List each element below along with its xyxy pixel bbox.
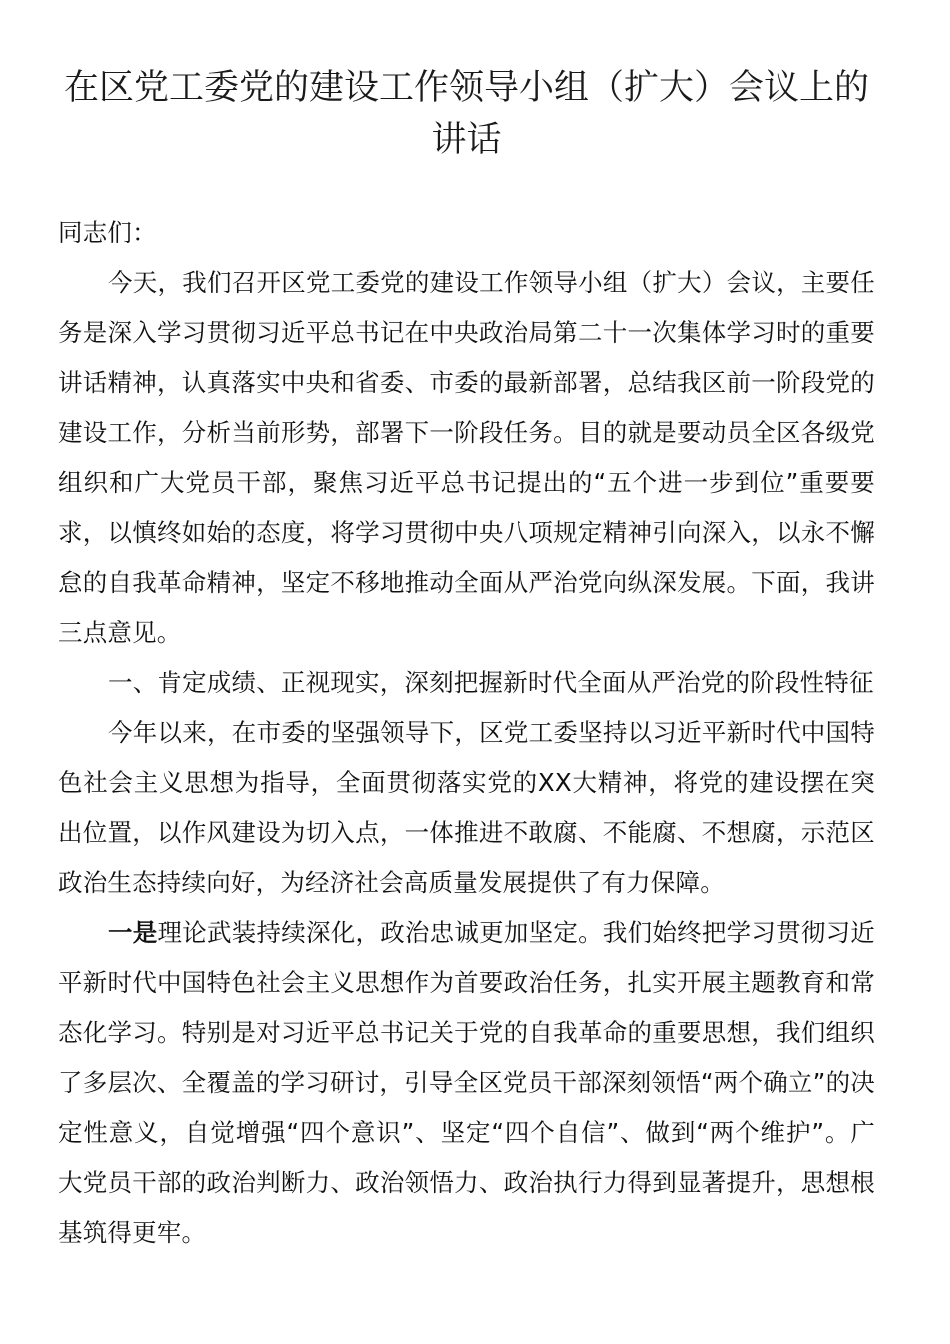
document-title: 在区党工委党的建设工作领导小组（扩大）会议上的讲话 [63,68,869,160]
paragraph-overview: 今年以来，在市委的坚强领导下，区党工委坚持以习近平新时代中国特色社会主义思想为指导，全面贯彻落实党的XX大精神，将党的建设摆在突出位置，以作风建设为切入点，一体推进不敢腐、不能腐、不想腐，示范区政治生态持续向好，为经济社会高质量发展提供了有力保障。 [58,718,875,897]
section-heading-1: 一、肯定成绩、正视现实，深刻把握新时代全面从严治党的阶段性特征 [108,668,874,697]
point-1-lead: 一是 [108,918,158,947]
paragraph-point-1 [58,908,875,1258]
paragraph-intro: 今天，我们召开区党工委党的建设工作领导小组（扩大）会议，主要任务是深入学习贯彻习近平总书记在中央政治局第二十一次集体学习时的重要讲话精神，认真落实中央和省委、市委的最新部署，总结我区前一阶段党的建设工作，分析当前形势，部署下一阶段任务。目的就是要动员全区各级党组织和广大党员干部，聚焦习近平总书记提出的“五个进一步到位”重要要求，以慎终如始的态度，将学习贯彻中央八项规定精神引向深入，以永不懈怠的自我革命精神，坚定不移地推动全面从严治党向纵深发展。下面，我讲三点意见。 [58,268,875,647]
point-1-text: 理论武装持续深化，政治忠诚更加坚定。我们始终把学习贯彻习近平新时代中国特色社会主义思想作为首要政治任务，扎实开展主题教育和常态化学习。特别是对习近平总书记关于党的自我革命的重要思想，我们组织了多层次、全覆盖的学习研讨，引导全区党员干部深刻领悟“两个确立”的决定性意义，自觉增强“四个意识”、坚定“四个自信”、做到“两个维护”。广大党员干部的政治判断力、政治领悟力、政治执行力得到显著提升，思想根基筑得更牢。 [58,918,876,1247]
document-body [58,208,875,1258]
salutation: 同志们： [58,218,157,247]
